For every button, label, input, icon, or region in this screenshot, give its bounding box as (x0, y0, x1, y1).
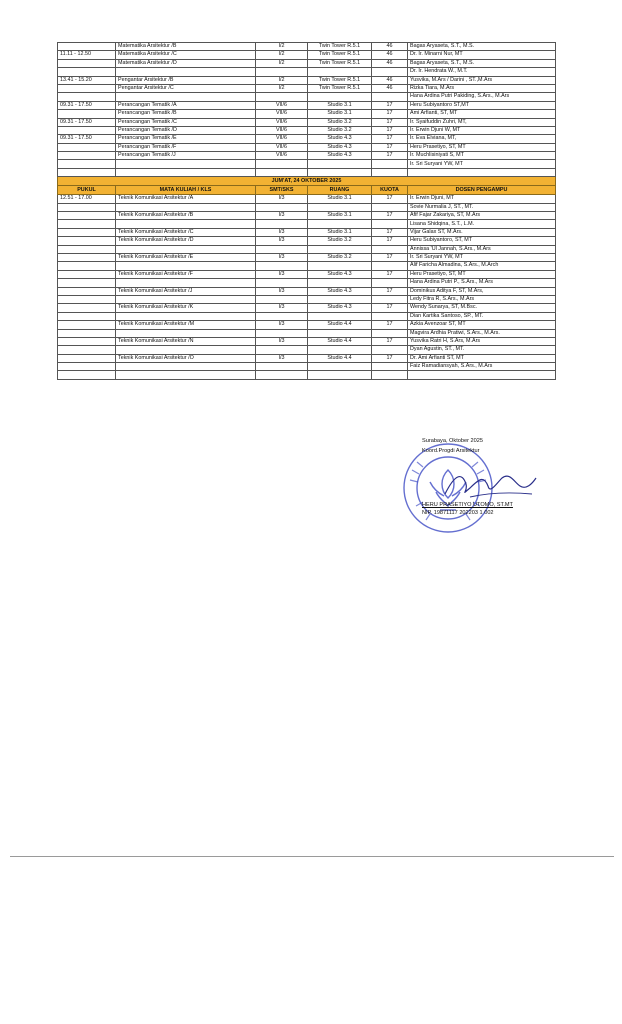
table-row (58, 93, 556, 101)
cell-room (308, 329, 372, 337)
cell-time (58, 152, 116, 160)
cell-course: Teknik Komunikasi Arsitektur /K (116, 304, 256, 312)
cell-room (308, 68, 372, 76)
signature-role: Koord.Progdi Arsitektur (422, 448, 480, 454)
table-row (58, 363, 556, 371)
cell-course (116, 168, 256, 176)
cell-smt (256, 279, 308, 287)
cell-room: Twin Tower R.5.1 (308, 59, 372, 67)
cell-room: Twin Tower R.5.1 (308, 51, 372, 59)
cell-course (116, 220, 256, 228)
cell-time (58, 68, 116, 76)
cell-room (308, 279, 372, 287)
cell-room: Studio 3.1 (308, 212, 372, 220)
cell-quota (372, 346, 408, 354)
table-row (58, 143, 556, 151)
cell-course (116, 371, 256, 379)
cell-quota: 17 (372, 101, 408, 109)
cell-course: Matematika Arsitektur /B (116, 43, 256, 51)
cell-time (58, 110, 116, 118)
cell-lecturer: Ir. Erwin Djuni, MT (408, 195, 556, 203)
cell-course (116, 363, 256, 371)
cell-lecturer: Heru Prasetiyo, ST, MT (408, 270, 556, 278)
header-room: RUANG (308, 186, 372, 195)
cell-course: Teknik Komunikasi Arsitektur /B (116, 212, 256, 220)
cell-time (58, 203, 116, 211)
cell-course: Teknik Komunikasi Arsitektur /J (116, 287, 256, 295)
cell-smt: VII/6 (256, 101, 308, 109)
table-row (58, 253, 556, 261)
cell-lecturer: Wendy Sunarya, ST, M.Bsc. (408, 304, 556, 312)
cell-time (58, 228, 116, 236)
cell-room: Studio 3.2 (308, 126, 372, 134)
cell-smt: VII/6 (256, 143, 308, 151)
table-row (58, 126, 556, 134)
cell-smt (256, 346, 308, 354)
cell-time: 09.31 - 17.50 (58, 135, 116, 143)
cell-lecturer (408, 371, 556, 379)
cell-course: Teknik Komunikasi Arsitektur /D (116, 237, 256, 245)
cell-room (308, 363, 372, 371)
cell-smt: I/2 (256, 84, 308, 92)
table-row (58, 321, 556, 329)
cell-smt (256, 329, 308, 337)
cell-time (58, 287, 116, 295)
cell-quota: 46 (372, 51, 408, 59)
header-quota: KUOTA (372, 186, 408, 195)
cell-course: Pengantar Arsitektur /B (116, 76, 256, 84)
table-row (58, 237, 556, 245)
cell-smt: I/3 (256, 237, 308, 245)
cell-quota: 17 (372, 354, 408, 362)
cell-lecturer: Alif Faricha Almadina, S.Ars., M.Arch (408, 262, 556, 270)
cell-room: Studio 3.1 (308, 101, 372, 109)
cell-smt (256, 68, 308, 76)
cell-time (58, 237, 116, 245)
cell-quota: 17 (372, 118, 408, 126)
table-row (58, 346, 556, 354)
cell-smt: I/3 (256, 321, 308, 329)
cell-lecturer: Ir. Sri Suryani YW, MT (408, 160, 556, 168)
cell-smt: I/3 (256, 304, 308, 312)
cell-smt (256, 220, 308, 228)
cell-time (58, 312, 116, 320)
cell-course: Teknik Komunikasi Arsitektur /M (116, 321, 256, 329)
cell-lecturer: Yusvika Ratri H, S.Ars, M.Ars (408, 337, 556, 345)
table-row (58, 329, 556, 337)
signature-place-date: Surabaya, Oktober 2025 (422, 438, 483, 444)
day-title-row (58, 177, 556, 186)
cell-quota (372, 93, 408, 101)
table-row (58, 110, 556, 118)
cell-quota: 17 (372, 321, 408, 329)
cell-time (58, 160, 116, 168)
cell-quota (372, 262, 408, 270)
table-row (58, 203, 556, 211)
cell-lecturer: Afif Fajar Zakariya, ST, M.Ars (408, 212, 556, 220)
cell-course: Teknik Komunikasi Arsitektur /N (116, 337, 256, 345)
cell-lecturer: Bagas Aryaseta, S.T., M.S. (408, 59, 556, 67)
signatory-nip: NIP. 19871117 202203 1 002 (422, 510, 494, 516)
cell-room: Studio 4.4 (308, 354, 372, 362)
table-row (58, 245, 556, 253)
table-row (58, 304, 556, 312)
cell-time (58, 262, 116, 270)
cell-quota: 17 (372, 287, 408, 295)
cell-course: Teknik Komunikasi Arsitektur /F (116, 270, 256, 278)
table-row (58, 337, 556, 345)
cell-course: Teknik Komunikasi Arsitektur /O (116, 354, 256, 362)
cell-quota (372, 279, 408, 287)
cell-lecturer: Hana Ardina Putri Pakiding, S.Ars., M.Ars (408, 93, 556, 101)
cell-smt (256, 160, 308, 168)
cell-time (58, 346, 116, 354)
cell-course (116, 68, 256, 76)
cell-smt (256, 363, 308, 371)
cell-course (116, 312, 256, 320)
table-row (58, 295, 556, 303)
cell-quota: 46 (372, 43, 408, 51)
day-section (58, 177, 556, 195)
cell-smt: I/3 (256, 287, 308, 295)
schedule-sheet (57, 42, 555, 380)
cell-time (58, 126, 116, 134)
cell-time (58, 245, 116, 253)
table-row (58, 287, 556, 295)
cell-lecturer: Bagas Aryaseta, S.T., M.S. (408, 43, 556, 51)
cell-smt: I/3 (256, 212, 308, 220)
cell-time: 12.51 - 17.00 (58, 195, 116, 203)
cell-time (58, 253, 116, 261)
cell-course (116, 160, 256, 168)
cell-room (308, 295, 372, 303)
cell-time (58, 295, 116, 303)
signature-block (400, 436, 560, 531)
cell-quota: 17 (372, 135, 408, 143)
cell-time (58, 363, 116, 371)
header-time: PUKUL (58, 186, 116, 195)
cell-course (116, 346, 256, 354)
cell-lecturer: Dr. Ir. Hendrata W., M.T. (408, 68, 556, 76)
cell-course (116, 279, 256, 287)
cell-course (116, 329, 256, 337)
cell-room (308, 371, 372, 379)
cell-smt (256, 245, 308, 253)
cell-lecturer: Ledy Fitra R, S.Ars., M.Ars (408, 295, 556, 303)
cell-time (58, 321, 116, 329)
day-title: JUM'AT, 24 OKTOBER 2025 (58, 177, 556, 186)
table-row (58, 312, 556, 320)
cell-room (308, 346, 372, 354)
cell-smt: I/2 (256, 76, 308, 84)
schedule-bottom-rows (58, 195, 556, 380)
cell-quota (372, 160, 408, 168)
cell-time: 09.31 - 17.50 (58, 118, 116, 126)
cell-lecturer: Ir. Syaifuddin Zuhri, MT, (408, 118, 556, 126)
cell-quota (372, 168, 408, 176)
table-row (58, 68, 556, 76)
cell-room: Twin Tower R.5.1 (308, 84, 372, 92)
cell-room: Studio 3.2 (308, 118, 372, 126)
cell-time (58, 84, 116, 92)
cell-time: 11.11 - 12.50 (58, 51, 116, 59)
cell-time (58, 212, 116, 220)
cell-smt (256, 371, 308, 379)
cell-time: 13.41 - 15.20 (58, 76, 116, 84)
table-row (58, 270, 556, 278)
cell-time (58, 43, 116, 51)
cell-quota (372, 329, 408, 337)
cell-quota (372, 203, 408, 211)
schedule-top-rows (58, 43, 556, 177)
cell-time (58, 93, 116, 101)
cell-room: Studio 4.3 (308, 143, 372, 151)
cell-quota (372, 363, 408, 371)
table-row (58, 212, 556, 220)
cell-room: Studio 4.3 (308, 287, 372, 295)
cell-room: Studio 3.2 (308, 253, 372, 261)
cell-lecturer: Hana Ardina Putri P., S.Ars., M.Ars (408, 279, 556, 287)
cell-lecturer: Vijar Galax ST, M.Ars. (408, 228, 556, 236)
table-row (58, 220, 556, 228)
cell-lecturer: Ir. Eva Elviana, MT, (408, 135, 556, 143)
cell-room: Studio 4.4 (308, 337, 372, 345)
table-row (58, 59, 556, 67)
cell-lecturer: Faiz Ramadiansyah, S.Ars., M.Ars (408, 363, 556, 371)
cell-quota: 17 (372, 304, 408, 312)
cell-lecturer: Dian Kartika Santoso, SP., MT. (408, 312, 556, 320)
cell-lecturer: Rizka Tiara, M.Ars (408, 84, 556, 92)
cell-time (58, 279, 116, 287)
cell-time (58, 304, 116, 312)
cell-smt: I/3 (256, 354, 308, 362)
signatory-name: HERU PRASETIYO UTOMO, ST.MT (422, 502, 513, 508)
cell-smt (256, 295, 308, 303)
cell-lecturer: Ir. Muchlisiniyati S, MT (408, 152, 556, 160)
cell-quota: 17 (372, 237, 408, 245)
cell-smt: VII/6 (256, 152, 308, 160)
cell-smt: I/3 (256, 270, 308, 278)
table-row (58, 354, 556, 362)
table-row (58, 160, 556, 168)
cell-time (58, 371, 116, 379)
cell-smt (256, 262, 308, 270)
table-row (58, 168, 556, 176)
cell-smt (256, 203, 308, 211)
cell-quota: 17 (372, 337, 408, 345)
cell-course: Teknik Komunikasi Arsitektur /A (116, 195, 256, 203)
cell-lecturer: Magvira Ardhia Pratiwi, S.Ars., M.Ars. (408, 329, 556, 337)
cell-smt: I/3 (256, 337, 308, 345)
cell-lecturer: Dyan Agustin, ST., MT. (408, 346, 556, 354)
table-row (58, 51, 556, 59)
cell-room: Studio 3.1 (308, 228, 372, 236)
schedule-table (57, 42, 556, 380)
cell-course: Perancangan Tematik /A (116, 101, 256, 109)
handwritten-signature-icon (440, 464, 540, 504)
table-row (58, 135, 556, 143)
cell-room (308, 203, 372, 211)
cell-lecturer: Azkia Avenzoar ST, MT (408, 321, 556, 329)
table-row (58, 262, 556, 270)
cell-quota: 17 (372, 212, 408, 220)
table-row (58, 152, 556, 160)
table-row (58, 84, 556, 92)
cell-time (58, 270, 116, 278)
cell-room: Studio 4.3 (308, 152, 372, 160)
cell-quota: 17 (372, 143, 408, 151)
cell-room: Studio 4.3 (308, 135, 372, 143)
table-row (58, 76, 556, 84)
cell-smt: I/3 (256, 253, 308, 261)
header-lecturer: DOSEN PENGAMPU (408, 186, 556, 195)
cell-course (116, 262, 256, 270)
cell-smt: I/3 (256, 195, 308, 203)
cell-quota: 17 (372, 126, 408, 134)
cell-time (58, 59, 116, 67)
cell-room (308, 262, 372, 270)
cell-room (308, 168, 372, 176)
cell-lecturer: Heru Prasetiyo, ST, MT (408, 143, 556, 151)
cell-room (308, 220, 372, 228)
cell-course: Pengantar Arsitektur /C (116, 84, 256, 92)
cell-room (308, 93, 372, 101)
column-header-row (58, 186, 556, 195)
cell-course: Perancangan Tematik /E (116, 135, 256, 143)
table-row (58, 118, 556, 126)
cell-smt: VII/6 (256, 135, 308, 143)
cell-time: 09.31 - 17.50 (58, 101, 116, 109)
cell-smt: I/2 (256, 43, 308, 51)
cell-lecturer: Ir. Erwin Djuni W, MT (408, 126, 556, 134)
cell-course: Matematika Arsitektur /C (116, 51, 256, 59)
cell-quota (372, 295, 408, 303)
cell-lecturer: Heru Subiyantoro, ST, MT (408, 237, 556, 245)
cell-smt: VII/6 (256, 118, 308, 126)
cell-smt: I/3 (256, 228, 308, 236)
cell-lecturer: Yusvika, M.Ars / Darini , ST.,M.Ars (408, 76, 556, 84)
cell-course: Perancangan Tematik /J (116, 152, 256, 160)
cell-quota (372, 245, 408, 253)
cell-lecturer: Ir. Sri Suryani YW, MT (408, 253, 556, 261)
cell-quota: 46 (372, 76, 408, 84)
cell-room (308, 312, 372, 320)
cell-course: Perancangan Tematik /F (116, 143, 256, 151)
table-row (58, 279, 556, 287)
cell-course (116, 203, 256, 211)
cell-room (308, 160, 372, 168)
cell-room: Twin Tower R.5.1 (308, 43, 372, 51)
cell-time (58, 168, 116, 176)
cell-lecturer: Dr. Ami Arfianti ST, MT (408, 354, 556, 362)
cell-course: Teknik Komunikasi Arsitektur /E (116, 253, 256, 261)
cell-lecturer: Annissa 'Ul Jannah, S.Ars., M.Ars (408, 245, 556, 253)
cell-course: Matematika Arsitektur /D (116, 59, 256, 67)
table-row (58, 371, 556, 379)
cell-time (58, 143, 116, 151)
cell-smt: I/2 (256, 59, 308, 67)
page-divider (10, 856, 614, 857)
cell-lecturer (408, 168, 556, 176)
cell-course (116, 245, 256, 253)
header-course: MATA KULIAH / KLS (116, 186, 256, 195)
cell-quota (372, 312, 408, 320)
cell-quota: 46 (372, 59, 408, 67)
table-row (58, 195, 556, 203)
cell-quota: 46 (372, 84, 408, 92)
cell-lecturer: Dominikus Aditya F, ST, M.Ars, (408, 287, 556, 295)
cell-course: Teknik Komunikasi Arsitektur /C (116, 228, 256, 236)
cell-smt (256, 312, 308, 320)
cell-time (58, 354, 116, 362)
cell-quota: 17 (372, 228, 408, 236)
cell-room: Studio 3.1 (308, 195, 372, 203)
cell-time (58, 337, 116, 345)
cell-lecturer: Heru Subiyantoro ST,MT (408, 101, 556, 109)
cell-course: Perancangan Tematik /B (116, 110, 256, 118)
cell-lecturer: Dr. Ir. Minarni Nur, MT (408, 51, 556, 59)
cell-room: Studio 4.3 (308, 304, 372, 312)
cell-room: Studio 3.1 (308, 110, 372, 118)
cell-quota: 17 (372, 152, 408, 160)
table-row (58, 101, 556, 109)
cell-quota (372, 371, 408, 379)
header-smt: SMT/SKS (256, 186, 308, 195)
cell-room: Studio 4.3 (308, 270, 372, 278)
cell-smt (256, 93, 308, 101)
cell-room: Twin Tower R.5.1 (308, 76, 372, 84)
cell-lecturer: Ami Arfianti, ST, MT (408, 110, 556, 118)
cell-smt (256, 168, 308, 176)
cell-smt: I/2 (256, 51, 308, 59)
cell-quota: 17 (372, 110, 408, 118)
cell-quota: 17 (372, 195, 408, 203)
table-row (58, 43, 556, 51)
cell-room: Studio 4.4 (308, 321, 372, 329)
cell-course: Perancangan Tematik /D (116, 126, 256, 134)
cell-quota (372, 220, 408, 228)
cell-course: Perancangan Tematik /C (116, 118, 256, 126)
table-row (58, 228, 556, 236)
cell-room (308, 245, 372, 253)
cell-time (58, 220, 116, 228)
cell-lecturer: Lisana Shidqina, S.T., L.M. (408, 220, 556, 228)
cell-quota: 17 (372, 270, 408, 278)
cell-quota (372, 68, 408, 76)
cell-course (116, 295, 256, 303)
cell-time (58, 329, 116, 337)
cell-course (116, 93, 256, 101)
cell-smt: VII/6 (256, 126, 308, 134)
cell-smt: VII/6 (256, 110, 308, 118)
cell-quota: 17 (372, 253, 408, 261)
cell-room: Studio 3.2 (308, 237, 372, 245)
cell-lecturer: Sovie Nurmalia J, ST., MT. (408, 203, 556, 211)
